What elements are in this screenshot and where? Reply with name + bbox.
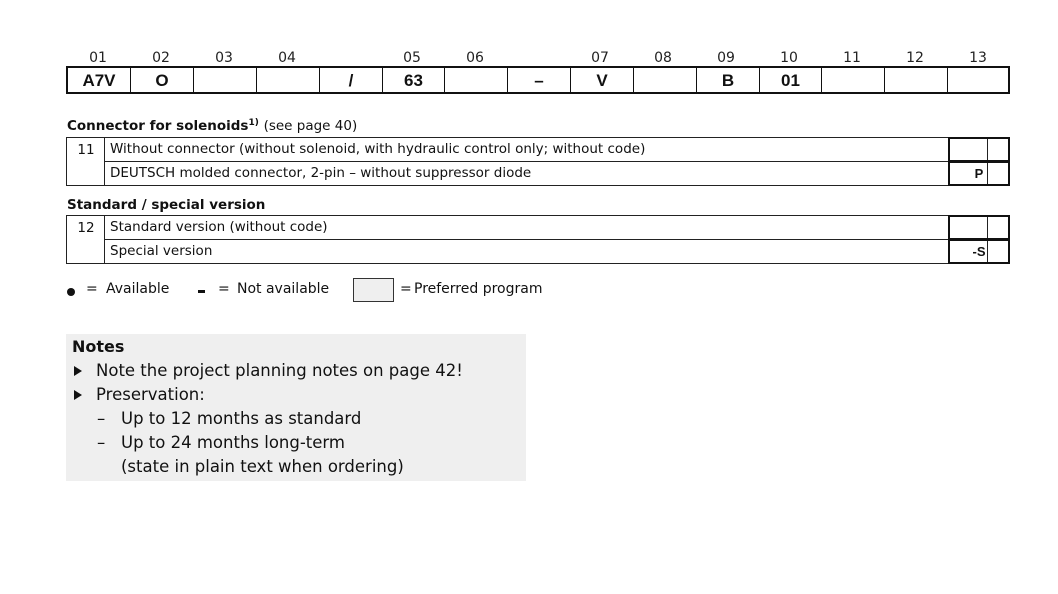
legend-preferred-label: Preferred program	[414, 281, 543, 297]
header-number-04: 04	[278, 50, 296, 66]
code-cell	[948, 68, 1008, 92]
header-number-13: 13	[969, 50, 987, 66]
position-number: 11	[66, 137, 105, 186]
version-title-text: Standard / special version	[67, 197, 266, 213]
code-cell: A7V	[68, 68, 131, 92]
option-code-cell: P	[948, 161, 1010, 186]
legend-equals: =	[86, 281, 98, 297]
footnote-marker: 1)	[248, 118, 259, 128]
connector-title-text: Connector for solenoids	[67, 118, 249, 134]
code-cell	[634, 68, 697, 92]
option-code-cell	[948, 137, 1010, 162]
header-number-05: 05	[403, 50, 421, 66]
notes-sub-item: (state in plain text when ordering)	[121, 457, 404, 476]
triangle-bullet-icon	[74, 366, 82, 376]
header-number-08: 08	[654, 50, 672, 66]
option-row-text: DEUTSCH molded connector, 2-pin – without suppressor diode	[104, 161, 988, 186]
code-cell: V	[571, 68, 634, 92]
option-code-cell: -S	[948, 239, 1010, 264]
not-available-dash-icon	[198, 290, 205, 293]
code-cell: B	[697, 68, 760, 92]
option-code-cell	[948, 215, 1010, 240]
header-number-03: 03	[215, 50, 233, 66]
code-cell	[822, 68, 885, 92]
connector-section-title	[67, 118, 357, 134]
code-cell: 63	[383, 68, 445, 92]
notes-sub-dash: –	[97, 409, 106, 428]
header-number-09: 09	[717, 50, 735, 66]
code-cell	[885, 68, 948, 92]
legend-equals: =	[218, 281, 230, 297]
notes-box	[66, 334, 526, 481]
notes-sub-item: Up to 12 months as standard	[121, 409, 362, 428]
notes-title: Notes	[72, 337, 125, 356]
legend-not-available-label: Not available	[237, 281, 330, 297]
code-cell: –	[508, 68, 571, 92]
option-row-text: Special version	[104, 239, 988, 264]
legend-available-label: Available	[106, 281, 170, 297]
notes-sub-item: Up to 24 months long-term	[121, 433, 345, 452]
header-number-10: 10	[780, 50, 798, 66]
code-cell	[257, 68, 320, 92]
notes-item: Preservation:	[96, 385, 205, 404]
header-number-07: 07	[591, 50, 609, 66]
preferred-program-swatch	[353, 278, 394, 302]
version-options-table	[66, 215, 1010, 264]
code-cell	[445, 68, 508, 92]
code-cell: /	[320, 68, 383, 92]
option-row-text: Standard version (without code)	[104, 215, 988, 240]
notes-item: Note the project planning notes on page 42!	[96, 361, 463, 380]
connector-page-reference: (see page 40)	[263, 118, 358, 134]
header-number-06: 06	[466, 50, 484, 66]
version-section-title	[67, 197, 265, 213]
available-bullet-icon	[67, 288, 75, 296]
header-number-01: 01	[89, 50, 107, 66]
type-code-row	[66, 66, 1010, 94]
legend-equals: =	[400, 281, 412, 297]
position-number: 12	[66, 215, 105, 264]
code-cell	[194, 68, 257, 92]
header-number-12: 12	[906, 50, 924, 66]
notes-sub-dash: –	[97, 433, 106, 452]
option-row-text: Without connector (without solenoid, with hydraulic control only; without code)	[104, 137, 988, 162]
triangle-bullet-icon	[74, 390, 82, 400]
code-cell: 01	[760, 68, 822, 92]
header-number-11: 11	[843, 50, 861, 66]
connector-options-table	[66, 137, 1010, 186]
code-cell: O	[131, 68, 194, 92]
header-number-02: 02	[152, 50, 170, 66]
